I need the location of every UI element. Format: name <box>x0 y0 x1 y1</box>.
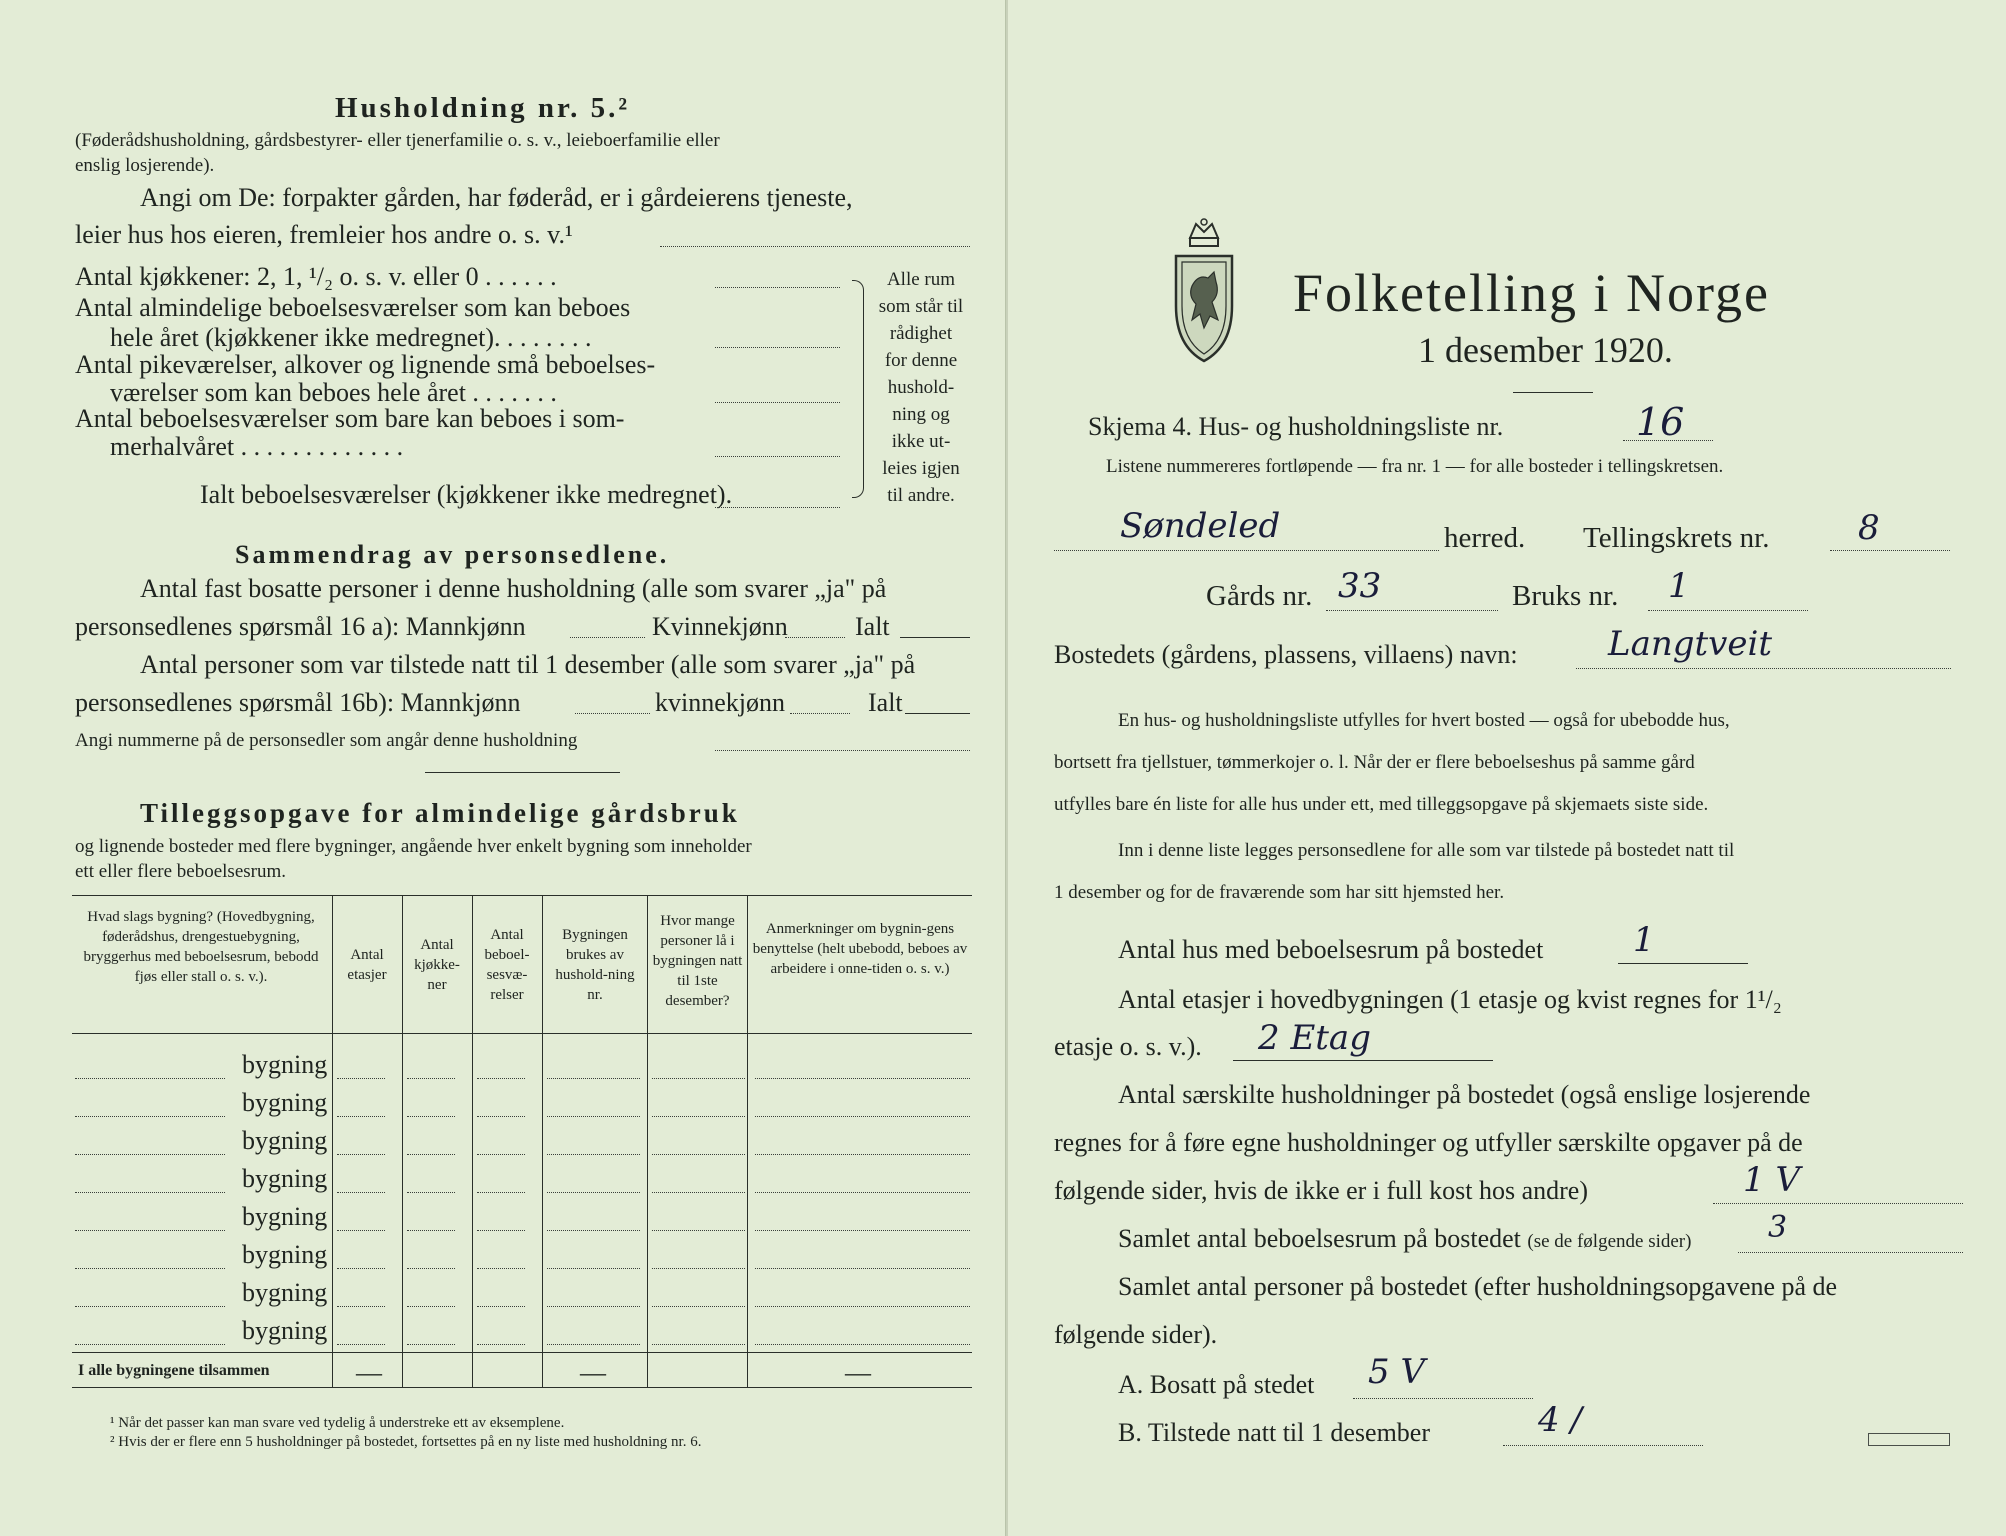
total-persons-label-2: følgende sider). <box>1054 1320 1218 1349</box>
building-row-cell <box>477 1192 525 1193</box>
summary-resident-line-2: personsedlenes spørsmål 16 a): Mannkjønn <box>75 612 526 641</box>
total-rooms-label <box>1118 1224 1691 1254</box>
table-header-bottom <box>72 1033 972 1034</box>
building-row-label: bygning <box>242 1240 328 1269</box>
gards-label: Gårds nr. <box>1206 580 1313 612</box>
households-label-3: følgende sider, hvis de ikke er i full kost hos andre) <box>1054 1176 1588 1205</box>
building-row-cell <box>755 1078 970 1079</box>
building-row-cell <box>337 1268 385 1269</box>
bruks-label: Bruks nr. <box>1512 580 1619 612</box>
info-line-5: 1 desember og for de fraværende som har sitt hjemsted her. <box>1054 882 1505 903</box>
summary-present-total: Ialt <box>868 688 903 717</box>
building-row-cell <box>547 1154 640 1155</box>
footnote-1: ¹ Når det passer kan man svare ved tydelig å understreke ett av eksemplene. <box>110 1415 565 1431</box>
building-row-cell <box>75 1116 225 1117</box>
col-sep <box>332 895 333 1387</box>
table-top <box>72 895 972 896</box>
info-line-4: Inn i denne liste legges personsedlene for alle som var tilstede på bostedet natt til <box>1118 840 1735 861</box>
supplement-intro-2: ett eller flere beboelsesrum. <box>75 861 287 882</box>
building-row-cell <box>407 1268 455 1269</box>
col-header-rooms: Antal beboel-sesvæ-relser <box>484 927 530 1003</box>
building-row-cell <box>547 1344 640 1345</box>
col-header-remarks: Anmerkninger om bygnin-gens benyttelse (helt ubebodd, beboes av arbeidere i onne-tiden o. s. v.) <box>752 921 968 977</box>
building-row-cell <box>652 1230 745 1231</box>
building-row-cell <box>652 1268 745 1269</box>
table-total-top <box>72 1352 972 1353</box>
building-row-label: bygning <box>242 1164 328 1193</box>
building-row-cell <box>652 1116 745 1117</box>
building-row-cell <box>755 1344 970 1345</box>
herred-line <box>1054 550 1439 551</box>
resident-male-line <box>570 637 645 638</box>
krets-line <box>1830 550 1950 551</box>
total-rooms-note: (se de følgende sider) <box>1527 1231 1692 1252</box>
angi-line-2: leier hus hos eieren, fremleier hos andre o. s. v.¹ <box>75 220 573 249</box>
side-note-line: ning og <box>892 404 950 425</box>
summary-resident-female: Kvinnekjønn <box>652 612 788 641</box>
houses-line <box>1618 963 1748 964</box>
summary-present-line-2: personsedlenes spørsmål 16b): Mannkjønn <box>75 688 521 717</box>
building-row-cell <box>477 1154 525 1155</box>
col-sep <box>472 895 473 1387</box>
floors-line <box>1233 1060 1493 1061</box>
present-line <box>1503 1445 1703 1446</box>
building-row-label: bygning <box>242 1278 328 1307</box>
footnote-2: ² Hvis der er flere enn 5 husholdninger på bostedet, fortsettes på en ny liste med husholdning nr. 6. <box>110 1434 702 1450</box>
census-title: Folketelling i Norge <box>1293 263 1770 323</box>
building-row-label: bygning <box>242 1050 328 1079</box>
building-row-cell <box>75 1344 225 1345</box>
bosted-value: Langtveit <box>1608 624 1773 664</box>
side-note <box>866 266 976 509</box>
rooms-line-1 <box>715 287 840 288</box>
summary-resident-total: Ialt <box>855 612 890 641</box>
total-rooms-text: Samlet antal beboelsesrum på bostedet <box>1118 1224 1521 1253</box>
floors-value: 2 Etag <box>1258 1018 1371 1058</box>
building-row-cell <box>75 1192 225 1193</box>
household-title: Husholdning nr. 5.² <box>335 92 631 124</box>
side-note-line: som står til <box>878 296 964 317</box>
building-row-cell <box>337 1154 385 1155</box>
angi-answer-line <box>660 246 970 247</box>
building-row-cell <box>75 1078 225 1079</box>
building-row-cell <box>407 1116 455 1117</box>
side-note-line: for denne <box>884 350 958 371</box>
building-row-cell <box>755 1306 970 1307</box>
resident-line <box>1353 1398 1533 1399</box>
total-persons-label-1: Samlet antal personer på bostedet (efter husholdningsopgavene på de <box>1118 1272 1838 1301</box>
building-row-label: bygning <box>242 1126 328 1155</box>
present-total-line <box>905 713 970 714</box>
building-row-cell <box>652 1154 745 1155</box>
herred-label: herred. <box>1444 522 1526 554</box>
bruks-value: 1 <box>1668 566 1690 606</box>
summary-present-female: kvinnekjønn <box>655 688 785 717</box>
right-page <box>1006 0 2006 1536</box>
summary-numbers-line <box>715 750 970 751</box>
col-header-household-nr: Bygningen brukes av hushold-ning nr. <box>555 927 635 1003</box>
rooms-ordinary-1: Antal almindelige beboelsesværelser som kan beboes <box>75 293 631 322</box>
col-header-floors: Antal etasjer <box>347 947 387 983</box>
building-row-cell <box>75 1154 225 1155</box>
building-row-cell <box>407 1344 455 1345</box>
bosted-line <box>1576 668 1951 669</box>
total-rooms-dash: — <box>580 1358 606 1387</box>
gards-line <box>1326 610 1498 611</box>
floors-label-1: Antal etasjer i hovedbygningen (1 etasje og kvist regnes for 1¹/₂ <box>1118 985 1782 1014</box>
building-row-label: bygning <box>242 1316 328 1345</box>
building-row-cell <box>755 1192 970 1193</box>
building-row-cell <box>547 1078 640 1079</box>
col-header-kitchens: Antal kjøkke-ner <box>414 937 460 993</box>
rooms-line-2 <box>715 347 840 348</box>
col-sep <box>542 895 543 1387</box>
gards-value: 33 <box>1338 566 1382 606</box>
household-intro-1: (Føderådshusholdning, gårdsbestyrer- eller tjenerfamilie o. s. v., leieboerfamilie eller <box>75 130 720 151</box>
building-row-cell <box>75 1268 225 1269</box>
building-row-cell <box>477 1116 525 1117</box>
building-row-cell <box>407 1306 455 1307</box>
rooms-total-line <box>715 507 840 508</box>
supplement-title: Tilleggsopgave for almindelige gårdsbruk <box>140 798 740 828</box>
building-row-cell <box>755 1268 970 1269</box>
present-label: B. Tilstede natt til 1 desember <box>1118 1418 1430 1447</box>
households-label-1: Antal særskilte husholdninger på bostedet (også enslige losjerende <box>1118 1080 1811 1109</box>
building-row-cell <box>652 1306 745 1307</box>
info-line-2: bortsett fra tjellstuer, tømmerkojer o. l. Når der er flere beboelseshus på samme gård <box>1054 752 1695 773</box>
resident-value: 5 V <box>1368 1352 1425 1392</box>
building-row-cell <box>547 1268 640 1269</box>
krets-label: Tellingskrets nr. <box>1583 522 1770 554</box>
col-sep <box>747 895 748 1387</box>
building-row-cell <box>407 1230 455 1231</box>
building-row-cell <box>652 1192 745 1193</box>
total-remarks-dash: — <box>845 1358 871 1387</box>
household-intro-2: enslig losjerende). <box>75 155 215 176</box>
present-value: 4 / <box>1538 1400 1582 1440</box>
col-sep <box>647 895 648 1387</box>
building-row-cell <box>337 1306 385 1307</box>
col-header-persons: Hvor mange personer lå i bygningen natt til 1ste desember? <box>652 913 743 1009</box>
building-row-cell <box>755 1230 970 1231</box>
rooms-maids-2: værelser som kan beboes hele året . . . . . . . <box>110 378 557 407</box>
side-note-line: hushold- <box>887 377 955 398</box>
building-row-cell <box>652 1078 745 1079</box>
schema-label: Skjema 4. Hus- og husholdningsliste nr. <box>1088 412 1504 441</box>
bosted-label: Bostedets (gårdens, plassens, villaens) navn: <box>1054 640 1518 669</box>
building-table <box>72 895 972 1395</box>
building-row-cell <box>547 1306 640 1307</box>
brace <box>852 280 864 498</box>
coat-of-arms-icon <box>1168 216 1240 364</box>
rooms-line-4 <box>715 456 840 457</box>
houses-label: Antal hus med beboelsesrum på bostedet <box>1118 935 1544 964</box>
households-line <box>1713 1203 1963 1204</box>
side-note-line: ikke ut- <box>891 431 951 452</box>
krets-value: 8 <box>1858 508 1880 548</box>
rooms-kitchens: Antal kjøkkener: 2, 1, ¹/₂ o. s. v. eller 0 . . . . . . <box>75 262 557 291</box>
households-label-2: regnes for å føre egne husholdninger og utfyller særskilte opgaver på de <box>1054 1128 1803 1157</box>
building-row-cell <box>547 1192 640 1193</box>
building-row-cell <box>337 1116 385 1117</box>
building-row-label: bygning <box>242 1202 328 1231</box>
table-bottom <box>72 1387 972 1388</box>
summary-present-line-1: Antal personer som var tilstede natt til 1 desember (alle som svarer „ja" på <box>140 650 916 679</box>
col-sep <box>402 895 403 1387</box>
building-row-cell <box>547 1230 640 1231</box>
present-female-line <box>790 713 850 714</box>
resident-female-line <box>785 637 845 638</box>
rooms-ordinary-2: hele året (kjøkkener ikke medregnet). . . . . . . . <box>110 323 592 352</box>
rooms-total: Ialt beboelsesværelser (kjøkkener ikke medregnet). <box>200 480 733 509</box>
building-row-cell <box>477 1344 525 1345</box>
rooms-summer-2: merhalvåret . . . . . . . . . . . . . <box>110 432 404 461</box>
building-row-cell <box>477 1306 525 1307</box>
households-value: 1 V <box>1743 1160 1800 1200</box>
houses-value: 1 <box>1633 920 1655 960</box>
total-floors-dash: — <box>356 1358 382 1387</box>
building-row-cell <box>477 1268 525 1269</box>
side-note-line: Alle rum <box>886 269 956 290</box>
building-row-cell <box>337 1078 385 1079</box>
rooms-summer-1: Antal beboelsesværelser som bare kan beboes i som- <box>75 404 625 433</box>
building-row-cell <box>407 1078 455 1079</box>
angi-line-1: Angi om De: forpakter gården, har føderåd, er i gårdeierens tjeneste, <box>140 183 853 212</box>
building-row-cell <box>75 1306 225 1307</box>
herred-value: Søndeled <box>1120 506 1281 546</box>
total-rooms-value: 3 <box>1768 1210 1788 1245</box>
present-male-line <box>575 713 650 714</box>
building-row-cell <box>755 1116 970 1117</box>
floors-label-2: etasje o. s. v.). <box>1054 1032 1202 1061</box>
building-row-cell <box>337 1192 385 1193</box>
building-row-cell <box>337 1230 385 1231</box>
building-row-cell <box>652 1344 745 1345</box>
schema-number: 16 <box>1636 400 1685 444</box>
side-note-line: leies igjen <box>882 458 960 479</box>
total-row-label: I alle bygningene tilsammen <box>78 1362 270 1379</box>
side-note-line: til andre. <box>887 485 955 506</box>
building-row-cell <box>755 1154 970 1155</box>
summary-numbers: Angi nummerne på de personsedler som angår denne husholdning <box>75 730 578 751</box>
supplement-intro-1: og lignende bosteder med flere bygninger, angående hver enkelt bygning som inneholder <box>75 836 752 857</box>
rooms-line-3 <box>715 402 840 403</box>
schema-line <box>1623 440 1713 441</box>
census-date: 1 desember 1920. <box>1418 330 1673 370</box>
summary-title: Sammendrag av personsedlene. <box>235 540 670 569</box>
rooms-maids-1: Antal pikeværelser, alkover og lignende små beboelses- <box>75 350 656 379</box>
resident-total-line <box>900 637 970 638</box>
bruks-line <box>1648 610 1808 611</box>
building-row-cell <box>407 1192 455 1193</box>
info-line-1: En hus- og husholdningsliste utfylles for hvert bosted — også for ubebodde hus, <box>1118 710 1730 731</box>
total-rooms-line <box>1738 1252 1963 1253</box>
side-note-line: rådighet <box>889 323 953 344</box>
title-divider <box>1513 392 1593 393</box>
building-row-cell <box>477 1078 525 1079</box>
printer-stamp <box>1868 1433 1950 1446</box>
info-line-3: utfylles bare én liste for alle hus under ett, med tilleggsopgave på skjemaets siste side. <box>1054 794 1709 815</box>
col-header-building-type: Hvad slags bygning? (Hovedbygning, føderådshus, drengestuebygning, bryggerhus med beboelsesrum, bebodd fjøs eller stall o. s. v.). <box>83 909 319 985</box>
building-row-cell <box>337 1344 385 1345</box>
numbering-note: Listene nummereres fortløpende — fra nr. 1 — for alle bosteder i tellingskretsen. <box>1106 456 1724 477</box>
building-row-cell <box>75 1230 225 1231</box>
summary-resident-line-1: Antal fast bosatte personer i denne husholdning (alle som svarer „ja" på <box>140 574 887 603</box>
resident-label: A. Bosatt på stedet <box>1118 1370 1315 1399</box>
building-row-cell <box>407 1154 455 1155</box>
building-row-cell <box>477 1230 525 1231</box>
building-row-cell <box>547 1116 640 1117</box>
building-row-label: bygning <box>242 1088 328 1117</box>
section-divider <box>425 772 620 773</box>
